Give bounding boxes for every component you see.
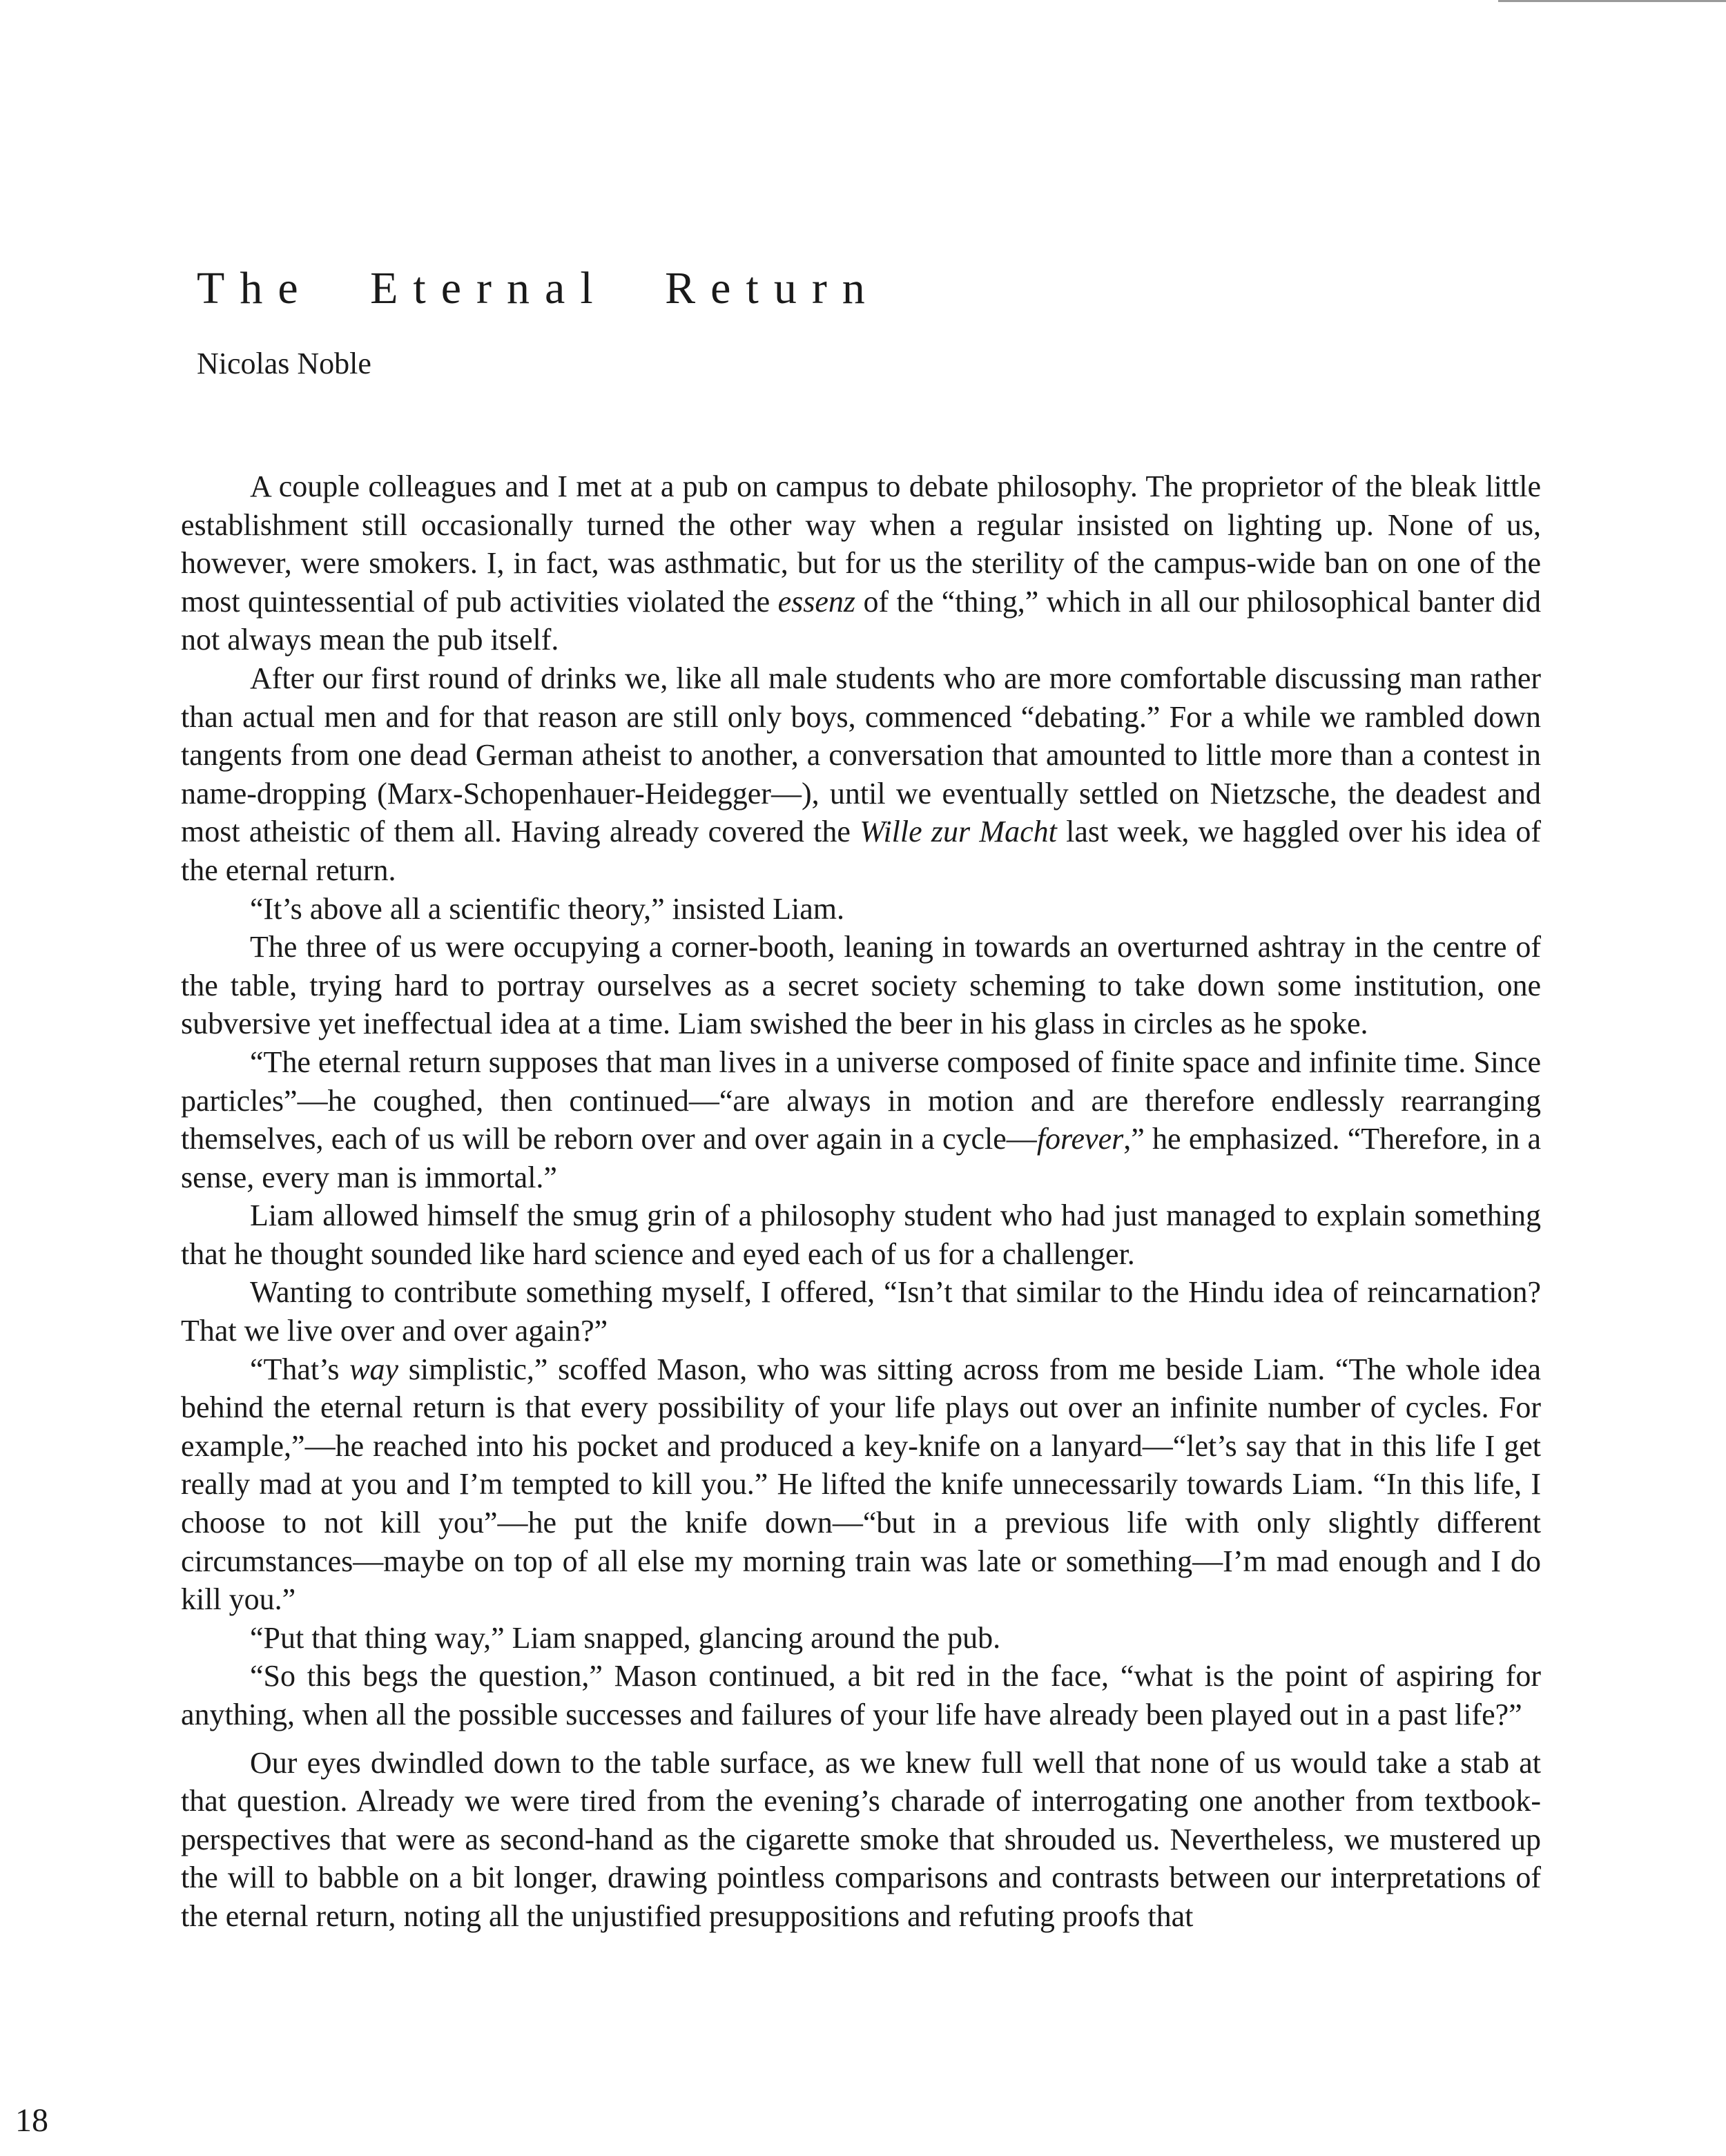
emphasis-forever: forever xyxy=(1036,1122,1124,1156)
author-name: Nicolas Noble xyxy=(197,347,371,380)
paragraph-8: “That’s way simplistic,” scoffed Mason, who was sitting across from me beside Liam. “The whole idea behind the eternal return is that every possibility of your life plays out over an infinite number of cycles. For example,”—he reached into his pocket and produced a key-knife on a lanyard—“let’s say that in this life I get really mad at you and I’m tempted to kill you.” He lifted the knife unnecessarily towards Liam. “In this life, I choose to not kill you”—he put the knife down—“but in a previous life with only slightly different circumstances—maybe on top of all else my morning train was late or something—I’m mad enough and I do kill you.” xyxy=(181,1352,1542,1617)
paragraph-3: “It’s above all a scientific theory,” insisted Liam. xyxy=(250,891,844,926)
paragraph-1: A couple colleagues and I met at a pub on campus to debate philosophy. The proprietor of the bleak little establishment still occasionally turned the other way when a regular insisted on lighting up. None of us, however, were smokers. I, in fact, was asthmatic, but for us the sterility of the campus-wide ban on one of the most quintessential of pub activities violated the essenz of the “thing,” which in all our philosophical banter did not always mean the pub itself. xyxy=(181,469,1541,657)
paragraph-7: Wanting to contribute something myself, I offered, “Isn’t that similar to the Hindu idea of reincarnation? That we live over and over again?” xyxy=(181,1275,1541,1348)
paragraph-6: Liam allowed himself the smug grin of a philosophy student who had just managed to explain something that he thought sounded like hard science and eyed each of us for a challenger. xyxy=(181,1198,1541,1271)
emphasis-way: way xyxy=(349,1352,399,1386)
paragraph-9: “Put that thing way,” Liam snapped, glancing around the pub. xyxy=(250,1620,1001,1655)
paragraph-2: After our first round of drinks we, like all male students who are more comfortable discussing man rather than actual men and for that reason are still only boys, commenced “debating.” For a while we rambled down tangents from one dead German atheist to another, a conversation that amounted to little more than a contest in name-dropping (Marx-Schopenhauer-Heidegger—), until we eventually settled on Nietzsche, the deadest and most atheistic of them all. Having already covered the Wille zur Macht last week, we haggled over his idea of the eternal return. xyxy=(181,661,1541,887)
emphasis-essenz: essenz xyxy=(777,584,856,619)
paragraph-10: “So this begs the question,” Mason continued, a bit red in the face, “what is the point of aspiring for anything, when all the possible successes and failures of your life have already been played out in a past life?” xyxy=(181,1659,1541,1731)
story-title: The Eternal Return xyxy=(197,263,880,313)
page-number: 18 xyxy=(15,2102,48,2139)
emphasis-wille-zur-macht: Wille zur Macht xyxy=(860,815,1057,849)
paragraph-11: Our eyes dwindled down to the table surface, as we knew full well that none of us would take a stab at that question. Already we were tired from the evening’s charade of interrogating one another from textbook-perspectives that were as second-hand as the cigarette smoke that shrouded us. Nevertheless, we mustered up the will to babble on a bit longer, drawing pointless comparisons and contrasts between our interpretations of the eternal return, noting all the unjustified presuppositions and refuting proofs that xyxy=(181,1745,1541,1933)
story-body xyxy=(181,467,1541,1936)
scan-edge-rule xyxy=(1498,0,1726,2)
paragraph-4: The three of us were occupying a corner-booth, leaning in towards an overturned ashtray in the centre of the table, trying hard to portray ourselves as a secret society scheming to take down some institution, one subversive yet ineffectual idea at a time. Liam swished the beer in his glass in circles as he spoke. xyxy=(181,930,1541,1041)
paragraph-5: “The eternal return supposes that man lives in a universe composed of finite space and infinite time. Since particles”—he coughed, then continued—“are always in motion and are therefore endlessly rearranging themselves, each of us will be reborn over and over again in a cycle—forever,” he emphasized. “Therefore, in a sense, every man is immortal.” xyxy=(181,1045,1542,1194)
